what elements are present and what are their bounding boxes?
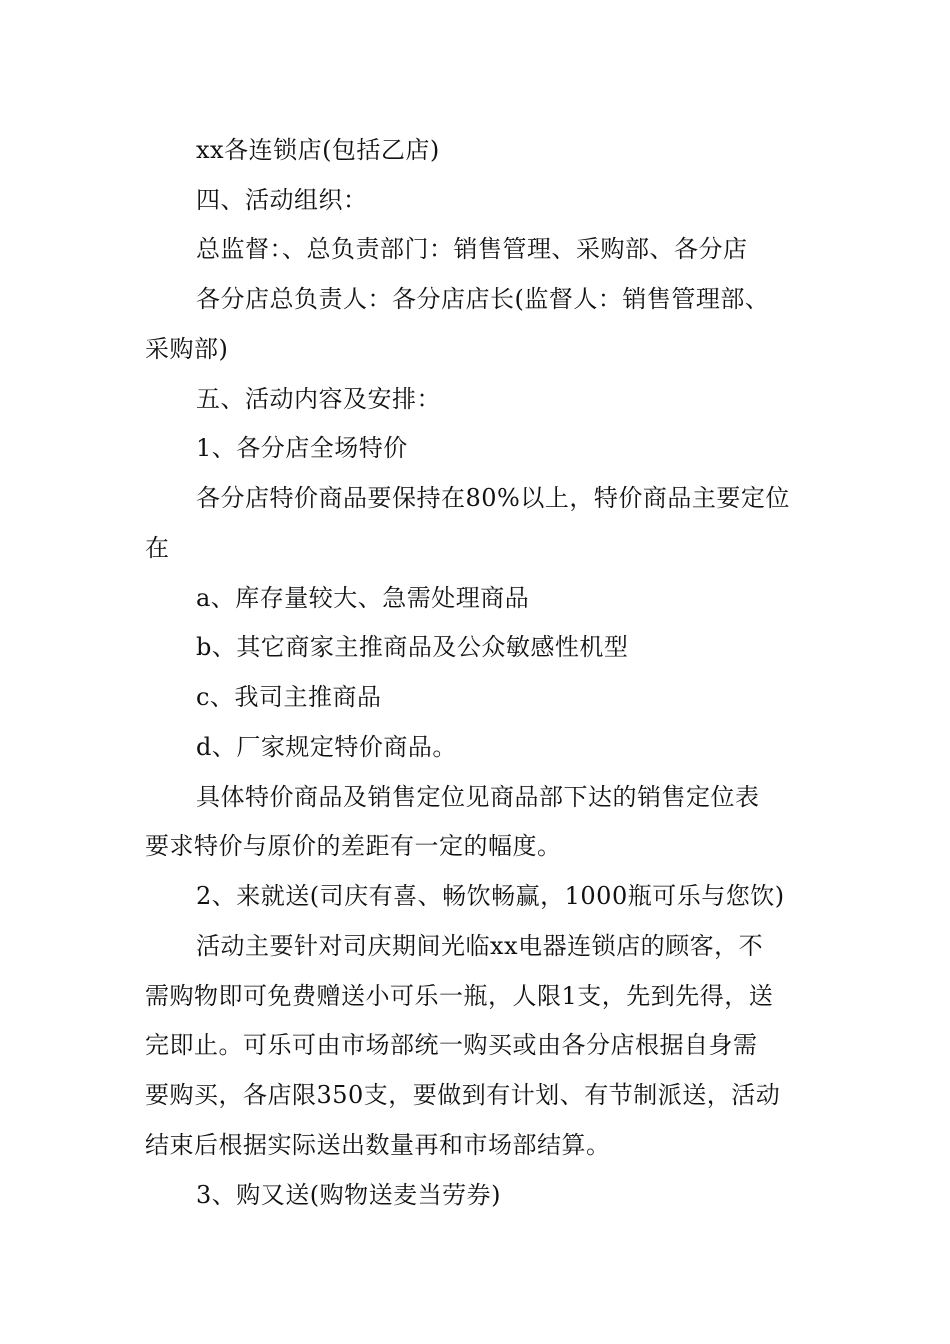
paragraph-line: 总监督：、总负责部门：销售管理、采购部、各分店 [196,235,748,263]
paragraph-line: 具体特价商品及销售定位见商品部下达的销售定位表 [196,783,760,811]
section-heading: 五、活动内容及安排： [196,385,441,413]
list-item: c、我司主推商品 [196,683,382,711]
paragraph-line: 各分店特价商品要保持在80%以上，特价商品主要定位 [196,484,790,512]
subsection-heading: 2、来就送(司庆有喜、畅饮畅赢，1000瓶可乐与您饮) [196,882,785,910]
paragraph-line: 结束后根据实际送出数量再和市场部结算。 [145,1131,611,1159]
paragraph-line: 完即止。可乐可由市场部统一购买或由各分店根据自身需 [145,1031,758,1059]
section-heading: 四、活动组织： [196,186,368,214]
list-item: a、库存量较大、急需处理商品 [196,584,530,612]
paragraph-line: 各分店总负责人：各分店店长(监督人：销售管理部、 [196,285,770,313]
paragraph-line: 要购买，各店限350支，要做到有计划、有节制派送，活动 [145,1081,781,1109]
subsection-heading: 1、各分店全场特价 [196,434,408,462]
paragraph-line: 需购物即可免费赠送小可乐一瓶，人限1支，先到先得，送 [145,982,774,1010]
paragraph-line: 活动主要针对司庆期间光临xx电器连锁店的顾客，不 [196,932,764,960]
list-item: d、厂家规定特价商品。 [196,733,457,761]
subsection-heading: 3、购又送(购物送麦当劳券) [196,1181,501,1209]
paragraph-line: xx各连锁店(包括乙店) [196,136,440,164]
paragraph-line: 在 [145,534,170,562]
paragraph-line: 要求特价与原价的差距有一定的幅度。 [145,832,562,860]
paragraph-line: 采购部) [145,335,229,363]
list-item: b、其它商家主推商品及公众敏感性机型 [196,633,629,661]
